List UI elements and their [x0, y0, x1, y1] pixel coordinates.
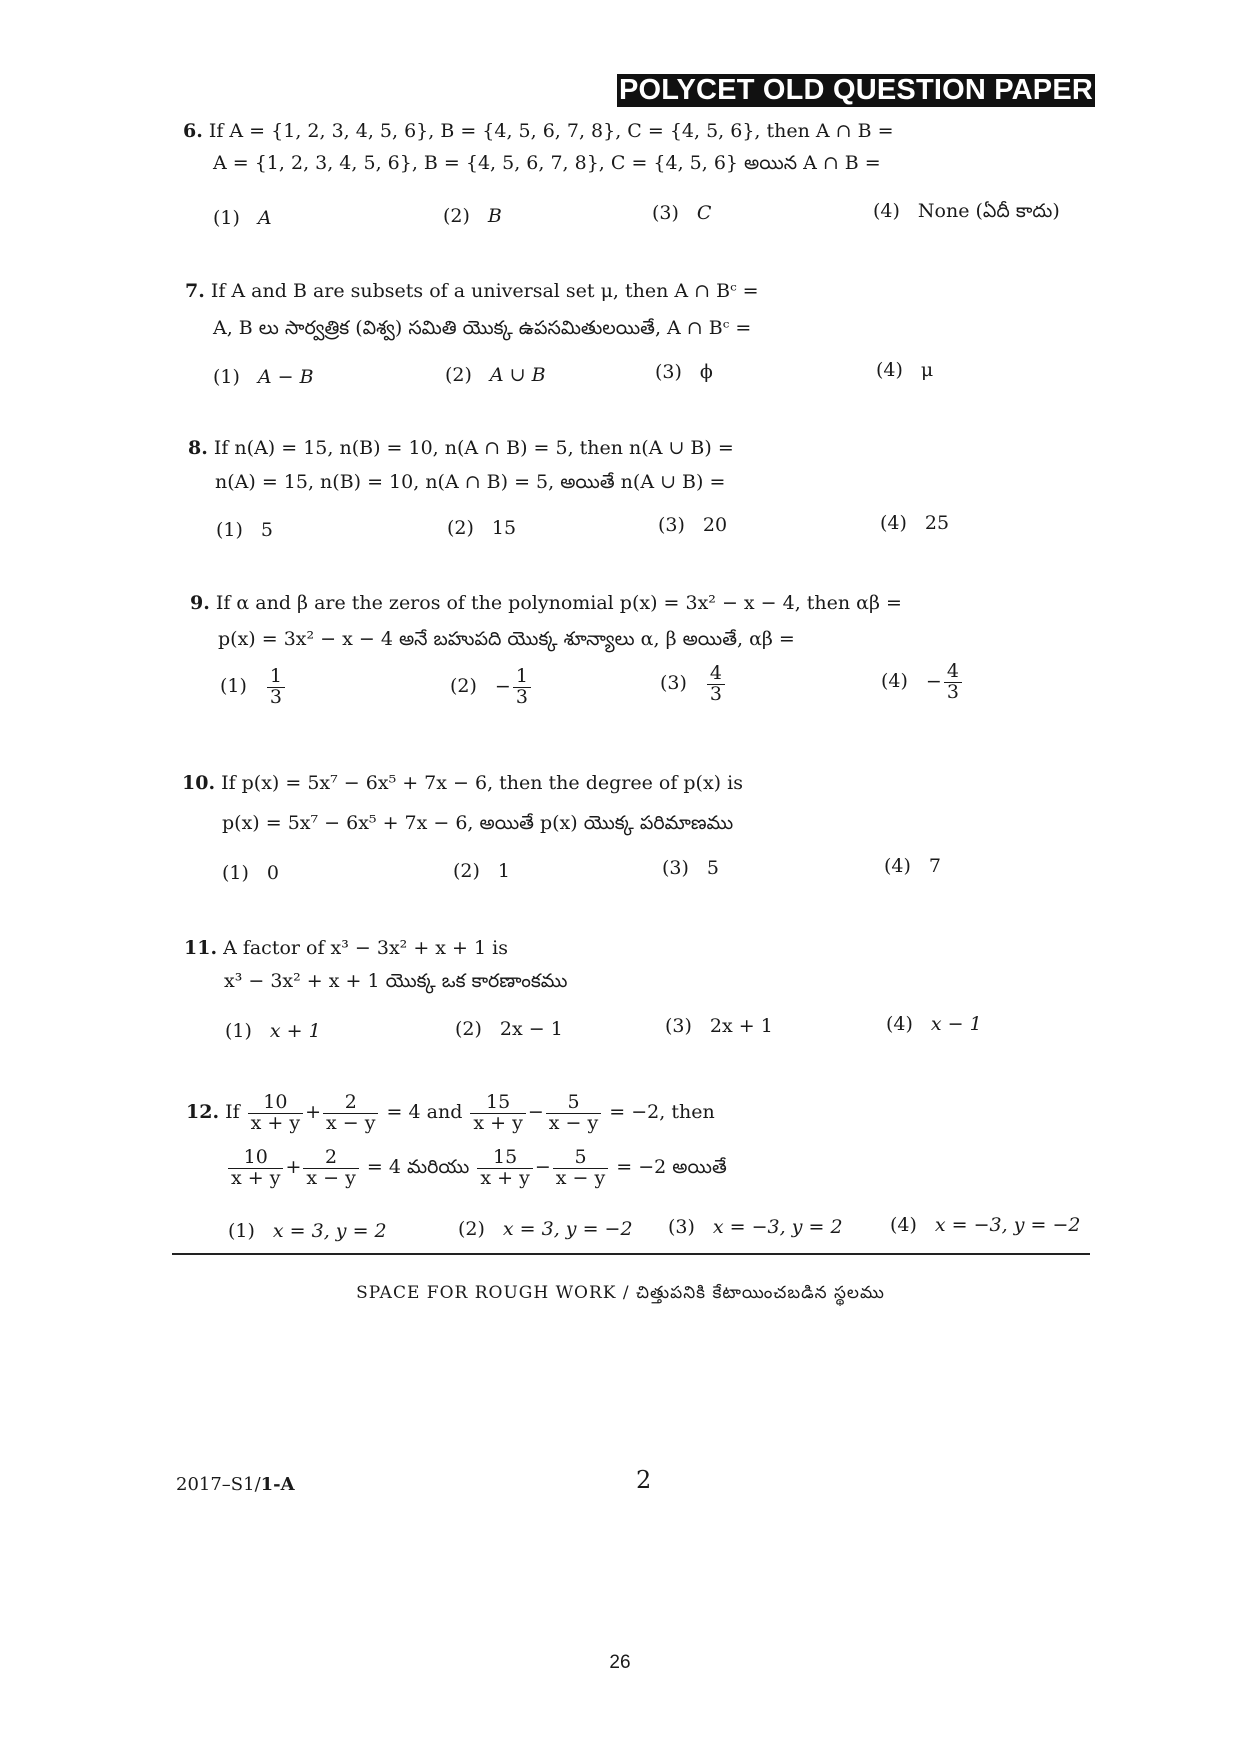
question-text-te: A, B లు సార్వత్రిక (విశ్వ) సమితి యొక్క ఉపసమితులయితే, A ∩ Bᶜ = — [213, 317, 752, 339]
question-number: 8. — [188, 437, 208, 459]
document-page-number: 26 — [609, 1652, 631, 1673]
option-4: (4) 7 — [884, 855, 942, 877]
paper-code: 2017–S1/1-A — [176, 1474, 295, 1495]
option-2: (2) − $\frac{1}{3}$ — [450, 667, 533, 708]
question-text-te: p(x) = 5x⁷ − 6x⁵ + 7x − 6, అయితే p(x) యొక్క పరిమాణము — [222, 812, 734, 834]
option-3: (3) $\frac{4}{3}$ — [660, 664, 727, 705]
option-3: (3) x = −3, y = 2 — [668, 1216, 843, 1238]
question-number: 9. — [190, 592, 210, 614]
option-1: (1) x + 1 — [225, 1020, 321, 1042]
question-text-te: p(x) = 3x² − x − 4 అనే బహుపది యొక్క శూన్యాలు α, β అయితే, αβ = — [218, 628, 795, 650]
option-2: (2) x = 3, y = −2 — [458, 1218, 633, 1240]
option-1: (1) x = 3, y = 2 — [228, 1220, 387, 1242]
option-4: (4) − $\frac{4}{3}$ — [881, 662, 964, 703]
option-1: (1) A − B — [213, 366, 314, 388]
option-2: (2) A ∪ B — [445, 364, 546, 386]
question-text-en: 7. If A and B are subsets of a universal set μ, then A ∩ Bᶜ = — [185, 280, 759, 302]
option-3: (3) C — [652, 202, 712, 224]
question-number: 7. — [185, 280, 205, 302]
fraction: $\frac{4}{3}$ — [944, 662, 962, 703]
fraction: $\frac{4}{3}$ — [707, 664, 725, 705]
rough-work-label: SPACE FOR ROUGH WORK / చిత్తుపనికి కేటాయించబడిన స్థలము — [356, 1283, 885, 1303]
option-4: (4) None (ఏదీ కాదు) — [873, 200, 1060, 222]
question-number: 11. — [184, 937, 218, 959]
question-text-en: 11. A factor of x³ − 3x² + x + 1 is — [184, 937, 508, 959]
option-4: (4) x = −3, y = −2 — [890, 1214, 1081, 1236]
option-2: (2) 1 — [453, 860, 511, 882]
option-4: (4) μ — [876, 359, 934, 381]
question-text-te: n(A) = 15, n(B) = 10, n(A ∩ B) = 5, అయితే n(A ∪ B) = — [215, 471, 726, 493]
question-text-en: 8. If n(A) = 15, n(B) = 10, n(A ∩ B) = 5, then n(A ∪ B) = — [188, 437, 734, 459]
fraction: $\frac{1}{3}$ — [513, 667, 531, 708]
question-text-te: A = {1, 2, 3, 4, 5, 6}, B = {4, 5, 6, 7, 8}, C = {4, 5, 6} అయిన A ∩ B = — [213, 152, 881, 174]
page-number: 2 — [636, 1466, 652, 1494]
question-text-te: $\frac{10}{x + y}$ + $\frac{2}{x - y}$ = 4 మరియు $\frac{15}{x + y}$ − $\frac{5}{x - y}$ = −2 అయితే — [226, 1143, 727, 1191]
option-1: (1) 0 — [222, 862, 280, 884]
option-2: (2) 2x − 1 — [455, 1018, 563, 1040]
option-3: (3) 20 — [658, 514, 728, 536]
page-banner: POLYCET OLD QUESTION PAPER — [618, 74, 1094, 106]
fraction: $\frac{1}{3}$ — [267, 667, 285, 708]
question-number: 10. — [182, 772, 216, 794]
question-text-en: 6. If A = {1, 2, 3, 4, 5, 6}, B = {4, 5, 6, 7, 8}, C = {4, 5, 6}, then A ∩ B = — [183, 120, 894, 142]
option-1: (1) A — [213, 207, 272, 229]
option-1: (1) $\frac{1}{3}$ — [220, 667, 287, 708]
option-3: (3) 2x + 1 — [665, 1015, 773, 1037]
question-text-te: x³ − 3x² + x + 1 యొక్క ఒక కారణాంకము — [224, 970, 568, 992]
question-number: 12. — [186, 1101, 220, 1123]
question-number: 6. — [183, 120, 203, 142]
option-3: (3) ϕ — [655, 361, 713, 383]
option-2: (2) 15 — [447, 517, 517, 539]
option-1: (1) 5 — [216, 519, 274, 541]
divider-line — [172, 1253, 1090, 1255]
question-text-en: 9. If α and β are the zeros of the polynomial p(x) = 3x² − x − 4, then αβ = — [190, 592, 902, 614]
option-2: (2) B — [443, 205, 502, 227]
option-4: (4) 25 — [880, 512, 950, 534]
question-text-en: 12. If $\frac{10}{x + y}$ + $\frac{2}{x - y}$ = 4 and $\frac{15}{x + y}$ − $\frac{5}{x - y}$ = −2, then — [186, 1090, 715, 1134]
option-3: (3) 5 — [662, 857, 720, 879]
question-text-en: 10. If p(x) = 5x⁷ − 6x⁵ + 7x − 6, then the degree of p(x) is — [182, 772, 743, 794]
option-4: (4) x − 1 — [886, 1013, 982, 1035]
